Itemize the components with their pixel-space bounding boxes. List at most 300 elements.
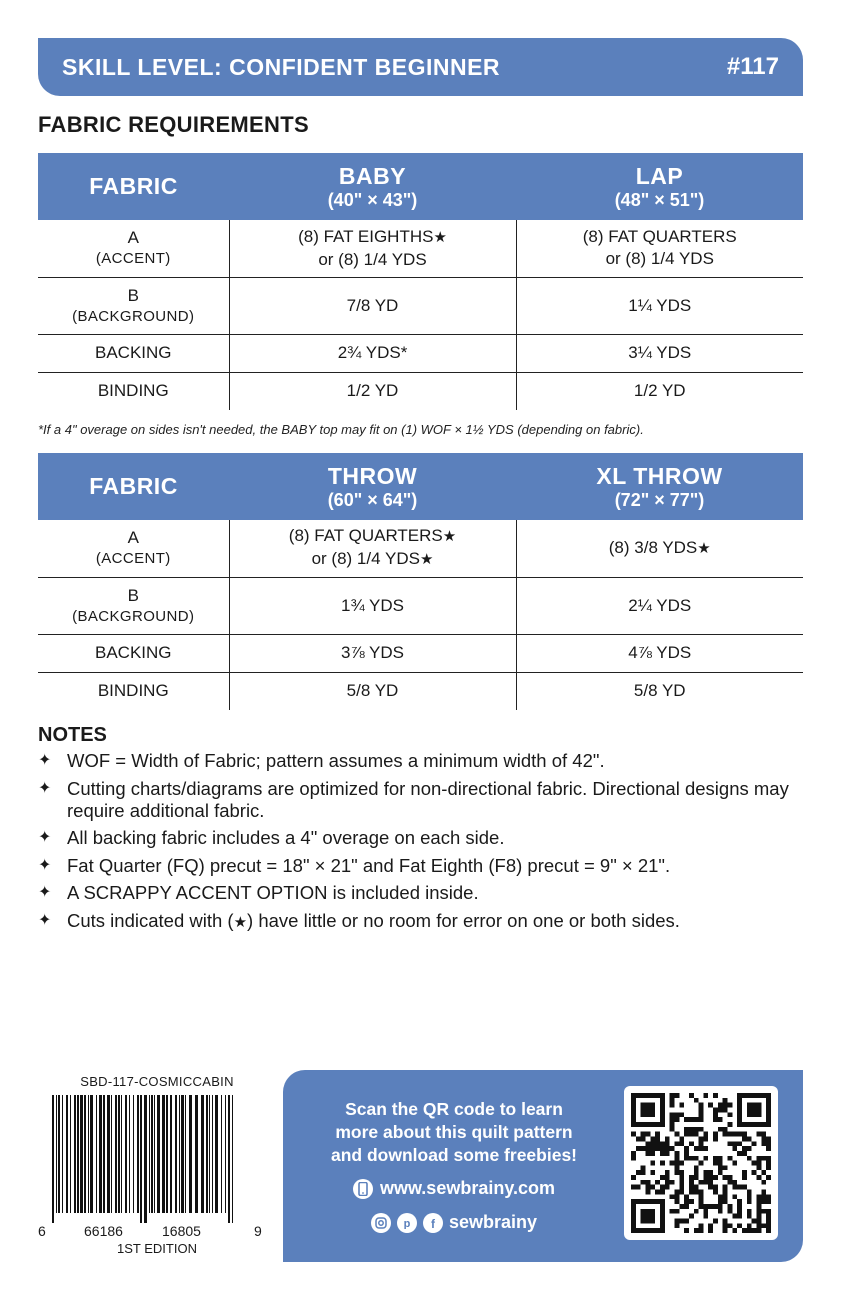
qr-module bbox=[737, 1141, 742, 1146]
qr-module bbox=[660, 1228, 665, 1233]
table-cell: 3⅞ YDS bbox=[229, 634, 516, 672]
qr-module bbox=[732, 1185, 737, 1190]
barcode-bar bbox=[166, 1095, 168, 1213]
qr-module bbox=[723, 1175, 728, 1180]
qr-module bbox=[708, 1103, 713, 1108]
qr-module bbox=[757, 1156, 762, 1161]
qr-module bbox=[761, 1156, 766, 1161]
qr-module bbox=[747, 1209, 752, 1214]
qr-module bbox=[732, 1141, 737, 1146]
barcode-image bbox=[38, 1095, 248, 1223]
qr-module bbox=[670, 1122, 675, 1127]
pinterest-icon[interactable] bbox=[397, 1213, 417, 1233]
qr-module bbox=[645, 1107, 650, 1112]
qr-module bbox=[660, 1107, 665, 1112]
barcode-bar bbox=[77, 1095, 79, 1213]
qr-module bbox=[641, 1103, 646, 1108]
qr-module bbox=[737, 1209, 742, 1214]
qr-module bbox=[650, 1146, 655, 1151]
star-icon: ★ bbox=[442, 528, 457, 546]
qr-module bbox=[650, 1141, 655, 1146]
skill-level: SKILL LEVEL: CONFIDENT BEGINNER bbox=[62, 53, 501, 80]
qr-module bbox=[742, 1151, 747, 1156]
qr-module bbox=[674, 1151, 679, 1156]
social-row bbox=[283, 1212, 625, 1233]
barcode-bar bbox=[209, 1095, 210, 1213]
fabric-column-header: FABRIC bbox=[38, 453, 229, 520]
table-cell: 1/2 YD bbox=[516, 372, 803, 410]
qr-module bbox=[718, 1161, 723, 1166]
qr-module bbox=[674, 1093, 679, 1098]
qr-module bbox=[703, 1093, 708, 1098]
qr-module bbox=[757, 1103, 762, 1108]
qr-module bbox=[684, 1194, 689, 1199]
size-dimensions: (48" × 51") bbox=[614, 189, 705, 210]
table-header-row bbox=[38, 153, 803, 220]
qr-module bbox=[689, 1190, 694, 1195]
qr-module bbox=[645, 1103, 650, 1108]
size-column-header bbox=[516, 153, 803, 220]
qr-module bbox=[660, 1214, 665, 1219]
qr-module bbox=[752, 1219, 757, 1224]
star-icon: ★ bbox=[233, 913, 248, 931]
pattern-number: #117 bbox=[726, 53, 779, 80]
qr-module bbox=[766, 1214, 771, 1219]
qr-module bbox=[689, 1132, 694, 1137]
qr-module bbox=[645, 1219, 650, 1224]
footnote: *If a 4" overage on sides isn't needed, the BABY top may fit on (1) WOF × 1½ YDS (depending on fabric). bbox=[38, 422, 644, 437]
qr-module bbox=[737, 1214, 742, 1219]
qr-module bbox=[742, 1175, 747, 1180]
qr-module bbox=[684, 1204, 689, 1209]
qr-module bbox=[631, 1219, 636, 1224]
qr-module bbox=[747, 1156, 752, 1161]
qr-module bbox=[636, 1185, 641, 1190]
barcode-bar bbox=[212, 1095, 213, 1213]
qr-module bbox=[718, 1199, 723, 1204]
qr-module bbox=[631, 1112, 636, 1117]
barcode-bar bbox=[154, 1095, 155, 1213]
barcode-bar bbox=[149, 1095, 150, 1213]
qr-module bbox=[761, 1223, 766, 1228]
qr-module bbox=[761, 1180, 766, 1185]
qr-module bbox=[660, 1185, 665, 1190]
qr-module bbox=[718, 1117, 723, 1122]
svg-text:f: f bbox=[430, 1216, 435, 1229]
qr-module bbox=[766, 1223, 771, 1228]
qr-module bbox=[699, 1204, 704, 1209]
qr-module bbox=[655, 1190, 660, 1195]
size-name: BABY bbox=[338, 162, 407, 189]
barcode-block bbox=[38, 1074, 268, 1256]
qr-module bbox=[737, 1103, 742, 1108]
qr-module bbox=[699, 1199, 704, 1204]
qr-module bbox=[757, 1219, 762, 1224]
star-icon: ★ bbox=[697, 539, 711, 557]
qr-module bbox=[645, 1199, 650, 1204]
qr-module bbox=[655, 1180, 660, 1185]
qr-module bbox=[655, 1093, 660, 1098]
qr-module bbox=[665, 1141, 670, 1146]
qr-module bbox=[660, 1098, 665, 1103]
table-row bbox=[38, 577, 803, 634]
qr-module bbox=[684, 1228, 689, 1233]
qr-module bbox=[761, 1194, 766, 1199]
qr-module bbox=[674, 1112, 679, 1117]
qr-module bbox=[732, 1180, 737, 1185]
qr-module bbox=[757, 1204, 762, 1209]
size-name: XL THROW bbox=[596, 462, 723, 489]
barcode-bar bbox=[125, 1095, 127, 1213]
edition-label: 1ST EDITION bbox=[117, 1241, 197, 1256]
facebook-icon[interactable] bbox=[423, 1213, 443, 1233]
qr-module bbox=[747, 1093, 752, 1098]
qr-module bbox=[728, 1122, 733, 1127]
qr-module bbox=[699, 1223, 704, 1228]
qr-module bbox=[645, 1214, 650, 1219]
qr-module bbox=[650, 1161, 655, 1166]
qr-module bbox=[718, 1170, 723, 1175]
barcode-bar bbox=[151, 1095, 153, 1213]
qr-module bbox=[718, 1103, 723, 1108]
barcode-bar bbox=[99, 1095, 102, 1213]
barcode-bar bbox=[88, 1095, 89, 1213]
size-dimensions: (40" × 43") bbox=[327, 189, 418, 210]
qr-module bbox=[641, 1219, 646, 1224]
qr-module bbox=[737, 1107, 742, 1112]
qr-module bbox=[689, 1214, 694, 1219]
qr-module bbox=[723, 1185, 728, 1190]
qr-module bbox=[708, 1185, 713, 1190]
fabric-table-throw-xl bbox=[38, 453, 803, 710]
qr-module bbox=[650, 1136, 655, 1141]
qr-code[interactable] bbox=[624, 1086, 778, 1240]
qr-module bbox=[723, 1223, 728, 1228]
qr-module bbox=[684, 1219, 689, 1224]
fabric-table-baby-lap bbox=[38, 153, 803, 410]
qr-module bbox=[645, 1141, 650, 1146]
qr-module bbox=[645, 1180, 650, 1185]
qr-module bbox=[670, 1161, 675, 1166]
qr-module bbox=[718, 1107, 723, 1112]
barcode-numbers bbox=[38, 1223, 268, 1241]
qr-module bbox=[761, 1190, 766, 1195]
qr-module bbox=[757, 1132, 762, 1137]
qr-module bbox=[679, 1204, 684, 1209]
qr-module bbox=[708, 1204, 713, 1209]
qr-module bbox=[723, 1098, 728, 1103]
qr-module bbox=[761, 1209, 766, 1214]
qr-module bbox=[694, 1185, 699, 1190]
qr-module bbox=[766, 1194, 771, 1199]
table-row bbox=[38, 672, 803, 710]
qr-module bbox=[723, 1219, 728, 1224]
qr-module bbox=[631, 1156, 636, 1161]
qr-code-icon bbox=[631, 1093, 771, 1233]
qr-module bbox=[703, 1170, 708, 1175]
qr-module bbox=[713, 1093, 718, 1098]
barcode-bar bbox=[185, 1095, 186, 1213]
qr-module bbox=[757, 1161, 762, 1166]
barcode-bar bbox=[58, 1095, 60, 1213]
table-cell: (8) 3/8 YDS★ bbox=[516, 520, 803, 577]
qr-module bbox=[732, 1214, 737, 1219]
qr-module bbox=[747, 1136, 752, 1141]
qr-module bbox=[747, 1228, 752, 1233]
qr-module bbox=[728, 1156, 733, 1161]
qr-module bbox=[703, 1156, 708, 1161]
qr-module bbox=[747, 1112, 752, 1117]
barcode-digit-right: 9 bbox=[254, 1223, 262, 1239]
qr-module bbox=[703, 1209, 708, 1214]
sparkle-bullet-icon: ✦ bbox=[38, 911, 52, 929]
qr-module bbox=[631, 1107, 636, 1112]
qr-module bbox=[742, 1132, 747, 1137]
qr-module bbox=[699, 1146, 704, 1151]
qr-module bbox=[645, 1112, 650, 1117]
qr-module bbox=[699, 1117, 704, 1122]
website-link[interactable]: www.sewbrainy.com bbox=[379, 1178, 556, 1198]
qr-module bbox=[650, 1103, 655, 1108]
qr-module bbox=[713, 1175, 718, 1180]
qr-module bbox=[689, 1156, 694, 1161]
barcode-bar bbox=[170, 1095, 172, 1213]
table-cell: 1¾ YDS bbox=[229, 577, 516, 634]
qr-module bbox=[679, 1175, 684, 1180]
qr-module bbox=[631, 1185, 636, 1190]
barcode-bar bbox=[96, 1095, 97, 1213]
notes-list bbox=[38, 750, 798, 939]
qr-module bbox=[660, 1219, 665, 1224]
qr-module bbox=[713, 1219, 718, 1224]
barcode-bar bbox=[66, 1095, 68, 1213]
qr-module bbox=[645, 1093, 650, 1098]
qr-module bbox=[718, 1209, 723, 1214]
qr-module bbox=[679, 1190, 684, 1195]
qr-module bbox=[679, 1136, 684, 1141]
qr-module bbox=[723, 1165, 728, 1170]
qr-module bbox=[713, 1161, 718, 1166]
qr-module bbox=[660, 1093, 665, 1098]
fabric-label: A (ACCENT) bbox=[95, 528, 171, 568]
table-row bbox=[38, 372, 803, 410]
qr-module bbox=[631, 1228, 636, 1233]
qr-module bbox=[631, 1103, 636, 1108]
list-item: ✦ A SCRAPPY ACCENT OPTION is included inside. bbox=[38, 882, 479, 903]
list-item: ✦ Fat Quarter (FQ) precut = 18" × 21" and Fat Eighth (F8) precut = 9" × 21". bbox=[38, 854, 671, 876]
qr-module bbox=[752, 1112, 757, 1117]
qr-module bbox=[684, 1127, 689, 1132]
qr-module bbox=[679, 1219, 684, 1224]
qr-module bbox=[737, 1098, 742, 1103]
qr-module bbox=[757, 1214, 762, 1219]
barcode-bar bbox=[225, 1095, 226, 1213]
qr-module bbox=[674, 1223, 679, 1228]
qr-module bbox=[766, 1161, 771, 1166]
qr-module bbox=[766, 1165, 771, 1170]
table-cell: 2¾ YDS* bbox=[229, 334, 516, 372]
qr-module bbox=[694, 1165, 699, 1170]
qr-module bbox=[737, 1223, 742, 1228]
qr-module bbox=[645, 1209, 650, 1214]
qr-module bbox=[723, 1190, 728, 1195]
qr-module bbox=[665, 1180, 670, 1185]
qr-module bbox=[694, 1170, 699, 1175]
phone-icon bbox=[353, 1179, 373, 1199]
qr-module bbox=[713, 1117, 718, 1122]
barcode-bar bbox=[181, 1095, 184, 1213]
qr-module bbox=[665, 1151, 670, 1156]
qr-module bbox=[660, 1190, 665, 1195]
qr-module bbox=[713, 1136, 718, 1141]
size-dimensions: (72" × 77") bbox=[614, 489, 705, 510]
qr-module bbox=[699, 1112, 704, 1117]
qr-module bbox=[766, 1112, 771, 1117]
qr-module bbox=[655, 1136, 660, 1141]
qr-module bbox=[670, 1146, 675, 1151]
barcode-bar bbox=[232, 1095, 233, 1223]
qr-module bbox=[728, 1141, 733, 1146]
qr-module bbox=[684, 1132, 689, 1137]
qr-module bbox=[660, 1141, 665, 1146]
table-cell: (8) FAT QUARTERS or (8) 1/4 YDS bbox=[516, 220, 803, 277]
qr-module bbox=[737, 1199, 742, 1204]
list-item: ✦ Cutting charts/diagrams are optimized for non-directional fabric. Directional designs may require additional fabric. bbox=[38, 777, 789, 821]
qr-module bbox=[674, 1209, 679, 1214]
website-row[interactable] bbox=[283, 1178, 625, 1199]
qr-module bbox=[650, 1219, 655, 1224]
barcode-bar bbox=[111, 1095, 112, 1213]
qr-module bbox=[699, 1103, 704, 1108]
qr-module bbox=[674, 1161, 679, 1166]
qr-module bbox=[766, 1098, 771, 1103]
qr-module bbox=[689, 1127, 694, 1132]
barcode-bar bbox=[115, 1095, 117, 1213]
barcode-bar bbox=[175, 1095, 177, 1213]
qr-module bbox=[747, 1122, 752, 1127]
qr-module bbox=[766, 1122, 771, 1127]
qr-module bbox=[713, 1112, 718, 1117]
qr-module bbox=[718, 1156, 723, 1161]
barcode-bar bbox=[103, 1095, 105, 1213]
qr-module bbox=[674, 1194, 679, 1199]
qr-module bbox=[655, 1141, 660, 1146]
qr-module bbox=[723, 1103, 728, 1108]
qr-module bbox=[766, 1156, 771, 1161]
qr-module bbox=[728, 1132, 733, 1137]
qr-module bbox=[641, 1146, 646, 1151]
qr-module bbox=[660, 1151, 665, 1156]
qr-module bbox=[694, 1209, 699, 1214]
qr-module bbox=[713, 1132, 718, 1137]
qr-module bbox=[679, 1170, 684, 1175]
qr-module bbox=[713, 1156, 718, 1161]
qr-module bbox=[742, 1185, 747, 1190]
qr-module bbox=[641, 1112, 646, 1117]
qr-module bbox=[713, 1185, 718, 1190]
qr-module bbox=[636, 1093, 641, 1098]
list-item: ✦ All backing fabric includes a 4" overage on each side. bbox=[38, 827, 505, 848]
sparkle-bullet-icon: ✦ bbox=[38, 752, 52, 769]
qr-module bbox=[766, 1146, 771, 1151]
qr-module bbox=[665, 1136, 670, 1141]
qr-module bbox=[761, 1093, 766, 1098]
qr-module bbox=[723, 1107, 728, 1112]
qr-module bbox=[631, 1204, 636, 1209]
table-row bbox=[38, 634, 803, 672]
instagram-icon[interactable] bbox=[371, 1213, 391, 1233]
qr-module bbox=[742, 1146, 747, 1151]
qr-module bbox=[694, 1146, 699, 1151]
qr-module bbox=[674, 1190, 679, 1195]
qr-module bbox=[650, 1093, 655, 1098]
qr-module bbox=[742, 1093, 747, 1098]
barcode-bar bbox=[90, 1095, 93, 1213]
barcode-bar bbox=[62, 1095, 63, 1213]
barcode-bar bbox=[118, 1095, 120, 1213]
qr-module bbox=[650, 1214, 655, 1219]
size-dimensions: (60" × 64") bbox=[327, 489, 418, 510]
qr-module bbox=[747, 1199, 752, 1204]
qr-module bbox=[694, 1117, 699, 1122]
qr-module bbox=[747, 1194, 752, 1199]
qr-module bbox=[655, 1146, 660, 1151]
qr-module bbox=[757, 1228, 762, 1233]
qr-module bbox=[742, 1170, 747, 1175]
qr-module bbox=[747, 1103, 752, 1108]
fabric-label: BINDING bbox=[38, 672, 229, 710]
qr-module bbox=[670, 1127, 675, 1132]
qr-module bbox=[636, 1228, 641, 1233]
qr-module bbox=[761, 1132, 766, 1137]
table-cell: 4⅞ YDS bbox=[516, 634, 803, 672]
qr-module bbox=[757, 1223, 762, 1228]
qr-module bbox=[728, 1175, 733, 1180]
qr-module bbox=[699, 1194, 704, 1199]
qr-module bbox=[689, 1117, 694, 1122]
qr-module bbox=[694, 1156, 699, 1161]
qr-module bbox=[694, 1127, 699, 1132]
qr-module bbox=[752, 1141, 757, 1146]
barcode-bar bbox=[133, 1095, 134, 1213]
qr-module bbox=[670, 1117, 675, 1122]
size-name: LAP bbox=[635, 162, 684, 189]
qr-module bbox=[641, 1093, 646, 1098]
qr-module bbox=[766, 1136, 771, 1141]
qr-module bbox=[679, 1141, 684, 1146]
qr-module bbox=[699, 1127, 704, 1132]
qr-module bbox=[766, 1103, 771, 1108]
qr-module bbox=[747, 1190, 752, 1195]
qr-module bbox=[684, 1151, 689, 1156]
qr-module bbox=[655, 1199, 660, 1204]
sparkle-bullet-icon: ✦ bbox=[38, 884, 52, 901]
qr-module bbox=[757, 1112, 762, 1117]
qr-module bbox=[650, 1228, 655, 1233]
qr-module bbox=[713, 1107, 718, 1112]
qr-module bbox=[641, 1214, 646, 1219]
qr-module bbox=[650, 1122, 655, 1127]
qr-module bbox=[631, 1175, 636, 1180]
qr-module bbox=[732, 1228, 737, 1233]
qr-module bbox=[728, 1103, 733, 1108]
star-icon: ★ bbox=[419, 551, 434, 569]
qr-module bbox=[689, 1093, 694, 1098]
qr-module bbox=[766, 1199, 771, 1204]
qr-module bbox=[674, 1170, 679, 1175]
qr-module bbox=[718, 1127, 723, 1132]
qr-module bbox=[689, 1141, 694, 1146]
